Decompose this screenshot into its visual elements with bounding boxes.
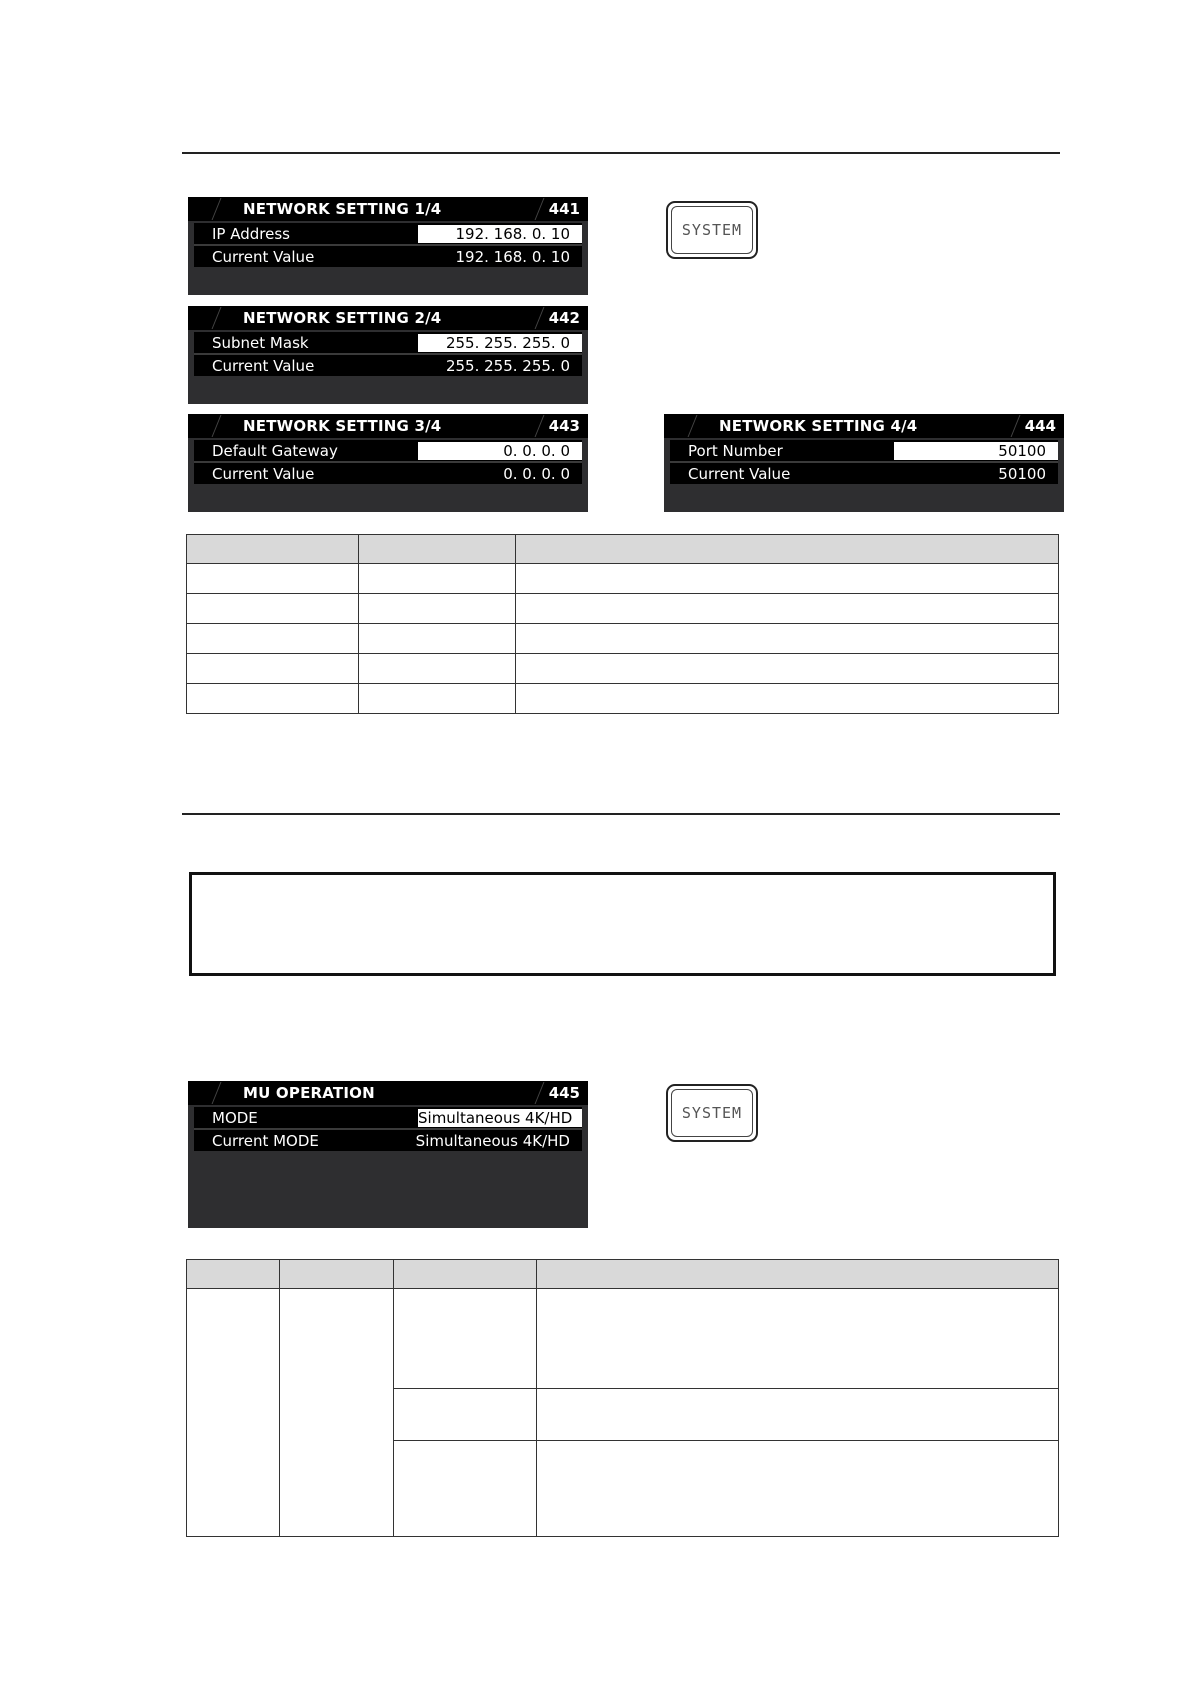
current-value-label: Current Value [212,248,315,266]
screen-number: 445 [548,1084,580,1102]
table-row [187,624,1059,654]
section-divider [182,813,1060,815]
default-gateway-label: Default Gateway [212,442,338,460]
system-key[interactable] [666,201,758,259]
note-box [189,872,1056,976]
network-setting-2-screen [188,306,588,404]
screen-number: 444 [1024,417,1056,435]
screen-header [188,1081,588,1105]
network-setting-1-screen [188,197,588,295]
subnet-mask-field[interactable]: 255. 255. 255. 0 [418,334,582,352]
subnet-mask-row[interactable] [194,332,582,353]
table-row [187,564,1059,594]
port-number-label: Port Number [688,442,783,460]
ip-address-field[interactable]: 192. 168. 0. 10 [418,225,582,243]
screen-header [664,414,1064,438]
screen-number: 441 [548,200,580,218]
current-mode-row [194,1130,582,1151]
port-number-row[interactable] [670,440,1058,461]
screen-header [188,414,588,438]
network-setting-4-screen [664,414,1064,512]
screen-title: NETWORK SETTING 1/4 [243,200,442,218]
current-value-label: Current Value [688,465,791,483]
screen-title: NETWORK SETTING 4/4 [719,417,918,435]
screen-title: MU OPERATION [243,1084,375,1102]
current-mode-label: Current MODE [212,1132,319,1150]
current-value: 50100 [998,465,1046,483]
screen-title: NETWORK SETTING 2/4 [243,309,442,327]
current-value-row [670,463,1058,484]
current-value-row [194,355,582,376]
screen-title: NETWORK SETTING 3/4 [243,417,442,435]
current-value-row [194,246,582,267]
table-header-row [187,1260,1059,1289]
mode-label: MODE [212,1109,258,1127]
current-value: 192. 168. 0. 10 [455,248,570,266]
system-key[interactable] [666,1084,758,1142]
table-row [187,654,1059,684]
system-key-label: SYSTEM [671,1089,753,1137]
system-key-label: SYSTEM [671,206,753,254]
screen-number: 443 [548,417,580,435]
current-value-row [194,463,582,484]
ip-address-row[interactable] [194,223,582,244]
current-value-label: Current Value [212,357,315,375]
table-row [187,684,1059,714]
current-value: 255. 255. 255. 0 [445,357,570,375]
port-number-field[interactable]: 50100 [894,442,1058,460]
mu-operation-table [186,1259,1059,1537]
default-gateway-field[interactable]: 0. 0. 0. 0 [418,442,582,460]
mu-operation-screen [188,1081,588,1228]
section-divider [182,152,1060,154]
table-row [187,1289,1059,1389]
mode-field[interactable]: Simultaneous 4K/HD [418,1109,582,1127]
ip-address-label: IP Address [212,225,290,243]
default-gateway-row[interactable] [194,440,582,461]
table-header-row [187,535,1059,564]
screen-number: 442 [548,309,580,327]
current-mode-value: Simultaneous 4K/HD [415,1132,570,1150]
mode-row[interactable] [194,1107,582,1128]
table-row [187,594,1059,624]
current-value: 0. 0. 0. 0 [503,465,570,483]
current-value-label: Current Value [212,465,315,483]
network-settings-table [186,534,1059,714]
screen-header [188,306,588,330]
subnet-mask-label: Subnet Mask [212,334,309,352]
network-setting-3-screen [188,414,588,512]
screen-header [188,197,588,221]
